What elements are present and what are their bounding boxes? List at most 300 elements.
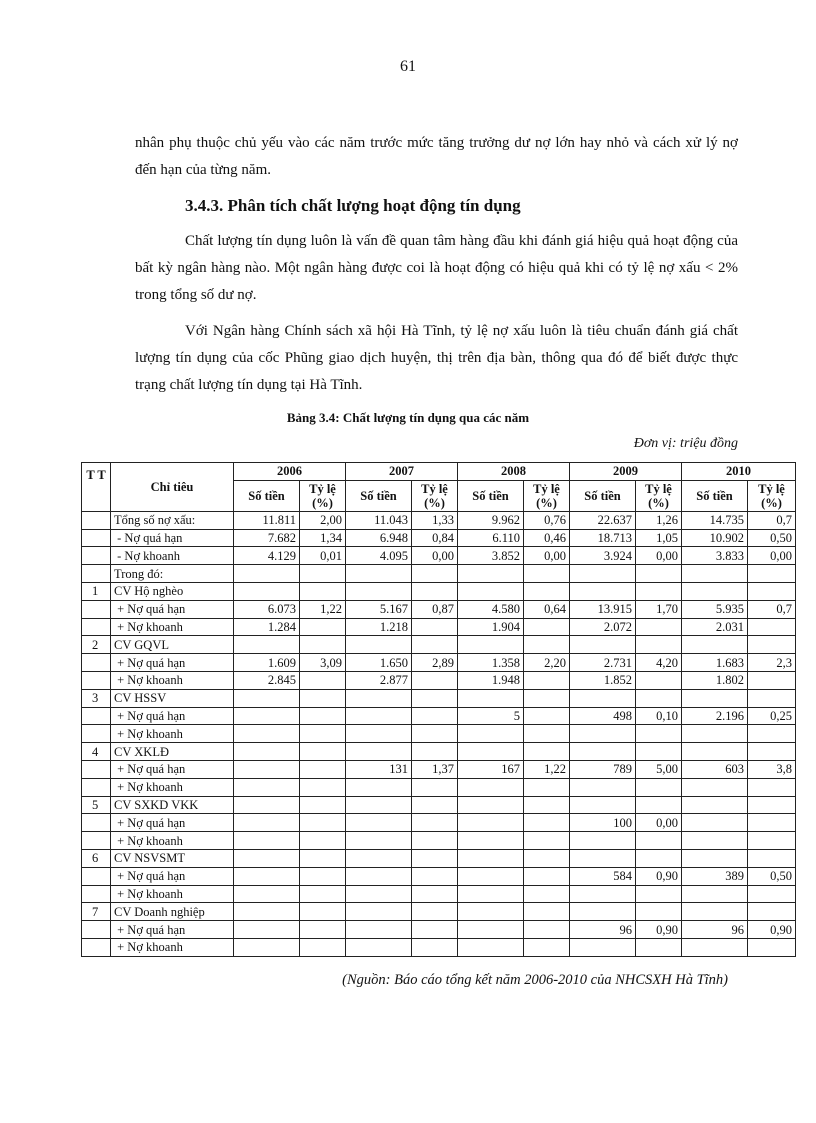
cell-amount: 2.845 [234,671,300,689]
table-row [82,743,796,761]
cell-ratio [748,689,796,707]
row-label: + Nợ quá hạn [111,867,234,885]
row-tt: 1 [82,582,111,600]
cell-ratio [524,885,570,903]
cell-amount [570,938,636,956]
cell-amount: 18.713 [570,529,636,547]
row-tt: 4 [82,743,111,761]
cell-ratio [412,582,458,600]
cell-ratio: 2,00 [300,511,346,529]
cell-ratio [748,885,796,903]
cell-amount [458,832,524,850]
row-tt: 2 [82,636,111,654]
table-row [82,565,796,583]
table-row [82,600,796,618]
cell-ratio: 0,90 [636,867,682,885]
cell-amount [234,689,300,707]
cell-amount [234,796,300,814]
cell-ratio: 0,00 [524,547,570,565]
row-tt [82,885,111,903]
cell-amount: 2.072 [570,618,636,636]
cell-ratio: 0,64 [524,600,570,618]
cell-ratio [636,796,682,814]
cell-amount [234,725,300,743]
cell-ratio [636,743,682,761]
row-tt: 5 [82,796,111,814]
row-tt [82,760,111,778]
cell-amount: 7.682 [234,529,300,547]
row-tt: 6 [82,849,111,867]
cell-amount [682,582,748,600]
cell-amount [346,885,412,903]
table-row [82,707,796,725]
cell-ratio [748,582,796,600]
cell-amount [346,849,412,867]
table-row [82,582,796,600]
cell-ratio [412,743,458,761]
cell-ratio: 0,90 [636,921,682,939]
cell-amount [234,636,300,654]
cell-ratio [636,671,682,689]
cell-amount: 22.637 [570,511,636,529]
row-label: Tổng số nợ xấu: [111,511,234,529]
row-label: + Nợ quá hạn [111,760,234,778]
cell-amount: 3.852 [458,547,524,565]
cell-ratio [300,743,346,761]
cell-amount [570,832,636,850]
cell-ratio: 0,7 [748,600,796,618]
cell-ratio [300,814,346,832]
cell-amount [682,725,748,743]
cell-amount [570,849,636,867]
cell-amount [346,921,412,939]
cell-amount: 1.948 [458,671,524,689]
row-label: + Nợ quá hạn [111,707,234,725]
cell-amount [458,689,524,707]
table-row [82,529,796,547]
cell-amount [234,582,300,600]
table-row [82,654,796,672]
cell-amount: 100 [570,814,636,832]
cell-ratio [636,725,682,743]
table-caption: Bảng 3.4: Chất lượng tín dụng qua các năm [286,410,530,425]
cell-ratio: 3,09 [300,654,346,672]
cell-amount [570,796,636,814]
cell-ratio [412,671,458,689]
cell-amount: 14.735 [682,511,748,529]
cell-ratio [300,796,346,814]
header-ratio: Tỷ lệ (%) [636,480,682,511]
cell-ratio [636,618,682,636]
cell-amount: 9.962 [458,511,524,529]
table-unit: Đơn vị: triệu đồng [633,436,738,451]
cell-amount: 5.167 [346,600,412,618]
cell-amount [682,885,748,903]
row-label: + Nợ quá hạn [111,654,234,672]
cell-amount [458,778,524,796]
cell-ratio [636,938,682,956]
cell-ratio [412,707,458,725]
cell-ratio: 0,01 [300,547,346,565]
cell-ratio [524,778,570,796]
cell-ratio [636,832,682,850]
row-tt [82,654,111,672]
row-label: - Nợ khoanh [111,547,234,565]
cell-amount: 167 [458,760,524,778]
cell-amount [458,885,524,903]
table-row [82,671,796,689]
table-row [82,725,796,743]
cell-ratio: 0,7 [748,511,796,529]
cell-amount: 96 [570,921,636,939]
cell-amount [234,565,300,583]
cell-amount [458,814,524,832]
cell-ratio [300,671,346,689]
header-ratio: Tỷ lệ (%) [300,480,346,511]
cell-amount [682,938,748,956]
row-label: + Nợ khoanh [111,885,234,903]
cell-ratio [636,689,682,707]
row-tt [82,938,111,956]
header-tt: T T [82,463,111,512]
cell-amount [682,743,748,761]
cell-ratio [412,796,458,814]
cell-ratio: 5,00 [636,760,682,778]
cell-ratio [300,849,346,867]
cell-ratio [524,849,570,867]
row-tt [82,778,111,796]
cell-amount [682,903,748,921]
cell-ratio [636,582,682,600]
row-tt [82,921,111,939]
table-row [82,636,796,654]
cell-amount: 584 [570,867,636,885]
cell-ratio [748,849,796,867]
cell-ratio [524,618,570,636]
header-amount: Số tiền [458,480,524,511]
cell-amount [234,814,300,832]
cell-ratio [524,938,570,956]
cell-amount [458,849,524,867]
cell-ratio [300,832,346,850]
table-row [82,849,796,867]
row-label: + Nợ khoanh [111,671,234,689]
cell-amount [234,832,300,850]
row-label: + Nợ khoanh [111,725,234,743]
cell-ratio [412,778,458,796]
cell-ratio [412,832,458,850]
row-label: CV GQVL [111,636,234,654]
cell-ratio [412,867,458,885]
cell-amount [570,689,636,707]
cell-ratio [636,565,682,583]
cell-ratio: 3,8 [748,760,796,778]
cell-amount [346,867,412,885]
cell-ratio [412,618,458,636]
cell-ratio [524,832,570,850]
header-amount: Số tiền [346,480,412,511]
cell-ratio [300,618,346,636]
cell-amount: 5.935 [682,600,748,618]
cell-amount: 1.904 [458,618,524,636]
cell-amount [234,885,300,903]
section-heading: 3.4.3. Phân tích chất lượng hoạt động tín dụng [185,196,521,215]
cell-amount [346,689,412,707]
cell-ratio [300,938,346,956]
table-row [82,885,796,903]
header-amount: Số tiền [570,480,636,511]
cell-amount [682,832,748,850]
table-row [82,903,796,921]
cell-amount [682,814,748,832]
cell-amount [570,582,636,600]
row-label: + Nợ khoanh [111,938,234,956]
row-label: CV NSVSMT [111,849,234,867]
cell-amount: 1.218 [346,618,412,636]
cell-amount [234,867,300,885]
cell-amount [682,849,748,867]
cell-ratio [748,636,796,654]
row-tt [82,867,111,885]
cell-ratio: 2,89 [412,654,458,672]
cell-ratio: 1,37 [412,760,458,778]
cell-amount: 1.852 [570,671,636,689]
cell-amount [458,636,524,654]
cell-ratio [524,796,570,814]
cell-ratio [412,565,458,583]
cell-amount [458,582,524,600]
cell-amount: 603 [682,760,748,778]
cell-ratio: 4,20 [636,654,682,672]
cell-amount: 1.284 [234,618,300,636]
cell-ratio [524,743,570,761]
cell-ratio [412,921,458,939]
row-tt [82,600,111,618]
paragraph-credit-quality: Chất lượng tín dụng luôn là vấn đề quan tâm hàng đầu khi đánh giá hiệu quả hoạt động của bất kỳ ngân hàng nào. Một ngân hàng được coi là hoạt động có hiệu quả khi có tỷ lệ nợ xấu < 2% trong tổng số dư nợ. [135,233,738,303]
cell-amount [458,725,524,743]
header-year: 2008 [458,463,570,481]
cell-ratio [524,707,570,725]
table-row [82,547,796,565]
cell-ratio [524,921,570,939]
cell-ratio [412,725,458,743]
cell-amount [682,796,748,814]
cell-ratio: 0,00 [636,547,682,565]
row-label: + Nợ khoanh [111,832,234,850]
cell-ratio [300,725,346,743]
cell-amount: 2.031 [682,618,748,636]
cell-amount [570,903,636,921]
cell-amount [346,814,412,832]
header-year: 2007 [346,463,458,481]
cell-ratio [748,778,796,796]
cell-ratio [300,903,346,921]
cell-ratio [300,636,346,654]
cell-ratio [748,903,796,921]
cell-ratio: 0,87 [412,600,458,618]
cell-amount: 5 [458,707,524,725]
row-tt [82,511,111,529]
paragraph-intro: nhân phụ thuộc chủ yếu vào các năm trước mức tăng trưởng dư nợ lớn hay nhỏ và cách xử lý nợ đến hạn của từng năm. [135,135,738,178]
cell-ratio: 0,50 [748,867,796,885]
cell-ratio: 0,25 [748,707,796,725]
cell-amount [570,778,636,796]
cell-amount: 3.833 [682,547,748,565]
cell-ratio: 0,00 [412,547,458,565]
cell-amount [682,689,748,707]
cell-amount [346,582,412,600]
cell-ratio [412,849,458,867]
cell-amount: 4.095 [346,547,412,565]
cell-amount [458,938,524,956]
cell-amount [458,796,524,814]
row-tt [82,529,111,547]
row-label: + Nợ quá hạn [111,921,234,939]
row-tt: 7 [82,903,111,921]
cell-amount: 1.802 [682,671,748,689]
cell-ratio [524,725,570,743]
cell-ratio: 0,10 [636,707,682,725]
cell-amount [346,832,412,850]
row-tt [82,814,111,832]
cell-ratio: 2,3 [748,654,796,672]
cell-amount [234,760,300,778]
cell-amount: 2.731 [570,654,636,672]
cell-ratio [412,636,458,654]
row-label: + Nợ khoanh [111,778,234,796]
cell-amount [234,921,300,939]
cell-amount: 6.073 [234,600,300,618]
cell-ratio [524,903,570,921]
cell-ratio [636,778,682,796]
row-tt [82,671,111,689]
cell-ratio [524,582,570,600]
table-row [82,618,796,636]
cell-amount: 6.948 [346,529,412,547]
cell-amount: 11.043 [346,511,412,529]
cell-amount: 4.129 [234,547,300,565]
table-row [82,796,796,814]
cell-ratio [748,796,796,814]
cell-amount [458,565,524,583]
cell-ratio [524,671,570,689]
cell-amount [234,938,300,956]
cell-ratio: 0,00 [748,547,796,565]
row-label: CV Doanh nghiệp [111,903,234,921]
cell-ratio [412,814,458,832]
cell-amount: 11.811 [234,511,300,529]
cell-amount: 2.877 [346,671,412,689]
header-ratio: Tỷ lệ (%) [524,480,570,511]
page-number: 61 [400,58,416,75]
cell-ratio [636,903,682,921]
cell-amount [458,867,524,885]
cell-ratio [412,885,458,903]
paragraph-ha-tinh: Với Ngân hàng Chính sách xã hội Hà Tĩnh, tỷ lệ nợ xấu luôn là tiêu chuẩn đánh giá chất lượng tín dụng của cốc Phũng giao dịch huyện, thị trên địa bàn, thông qua đó để biết được thực trạng chất lượng tín dụng tại Hà Tĩnh. [135,323,738,393]
cell-amount [346,743,412,761]
cell-amount [570,725,636,743]
cell-amount [346,636,412,654]
row-label: - Nợ quá hạn [111,529,234,547]
cell-ratio [524,867,570,885]
row-tt [82,618,111,636]
table-row [82,867,796,885]
cell-amount [570,636,636,654]
cell-ratio: 0,46 [524,529,570,547]
header-ratio: Tỷ lệ (%) [412,480,458,511]
cell-ratio [524,636,570,654]
cell-ratio [300,921,346,939]
table-row [82,832,796,850]
header-year: 2010 [682,463,796,481]
cell-ratio [524,814,570,832]
cell-amount [346,725,412,743]
cell-ratio [748,618,796,636]
cell-ratio: 0,00 [636,814,682,832]
cell-ratio [412,903,458,921]
row-label: CV XKLĐ [111,743,234,761]
row-tt [82,832,111,850]
table-row [82,689,796,707]
header-row-years [82,463,796,481]
cell-amount: 389 [682,867,748,885]
cell-amount [234,707,300,725]
cell-ratio [524,565,570,583]
cell-ratio: 0,84 [412,529,458,547]
cell-ratio [300,707,346,725]
cell-ratio: 2,20 [524,654,570,672]
cell-amount: 131 [346,760,412,778]
table-row [82,760,796,778]
header-indicator: Chỉ tiêu [111,463,234,512]
cell-ratio [636,849,682,867]
cell-amount [346,796,412,814]
cell-ratio [636,636,682,654]
cell-ratio [748,725,796,743]
row-label: CV Hộ nghèo [111,582,234,600]
table-row [82,778,796,796]
cell-amount: 13.915 [570,600,636,618]
cell-amount [682,565,748,583]
cell-amount [570,885,636,903]
cell-amount: 1.683 [682,654,748,672]
cell-amount: 3.924 [570,547,636,565]
cell-ratio [300,885,346,903]
cell-amount: 2.196 [682,707,748,725]
cell-ratio [412,689,458,707]
row-label: CV SXKD VKK [111,796,234,814]
cell-amount [234,903,300,921]
cell-amount [458,743,524,761]
row-label: Trong đó: [111,565,234,583]
credit-quality-table [81,462,796,957]
cell-ratio [748,671,796,689]
cell-amount [346,707,412,725]
cell-ratio: 1,70 [636,600,682,618]
cell-amount: 789 [570,760,636,778]
cell-amount: 1.650 [346,654,412,672]
cell-ratio: 0,76 [524,511,570,529]
row-tt [82,725,111,743]
cell-amount [682,778,748,796]
cell-amount: 96 [682,921,748,939]
cell-amount [570,743,636,761]
cell-amount [346,903,412,921]
cell-ratio [524,689,570,707]
cell-amount: 1.609 [234,654,300,672]
cell-ratio [636,885,682,903]
header-year: 2006 [234,463,346,481]
